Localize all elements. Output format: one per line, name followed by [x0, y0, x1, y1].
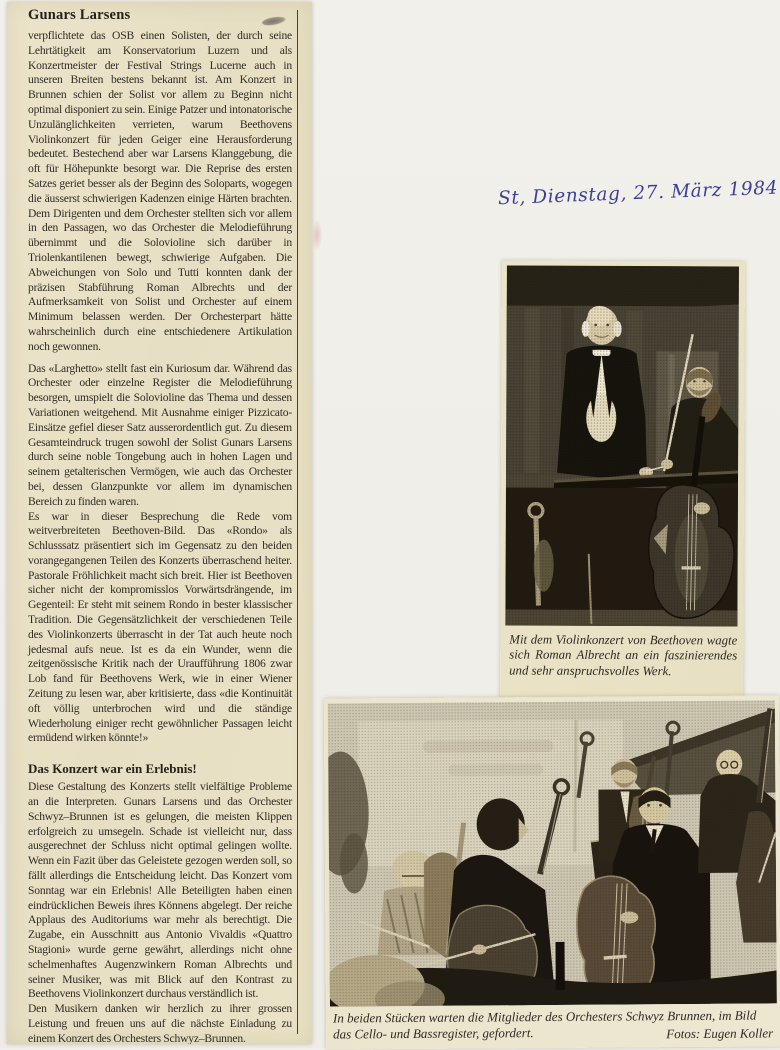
conductor-photo [505, 265, 739, 626]
photo-credit: Fotos: Eugen Koller [666, 1026, 773, 1043]
conductor-photo-caption: Mit dem Violinkonzert von Beethoven wagte sich Roman Albrecht an ein faszinierendes und sehr anspruchsvolles Werk. [509, 633, 737, 680]
article-paragraph: Es war in dieser Besprechung die Rede vom weitverbreiteten Beethoven-Bild. Das «Rondo» als Schlusssatz präsentiert sich im Gegensatz zu den beiden vorangegangenen Teilen des Konzerts überraschend heiter. Pastorale Fröhlichkeit macht sich breit. Hier ist Beethoven sicher nicht der kompromisslos Vorwärtsdrängende, im Gegenteil: Er steht mit seinem Rondo in bester klassischer Tradition. Die Gegensätzlichkeit der verschiedenen Teile des Violinkonzerts überrascht in der Tat auch heute noch jedesmal aufs neue. Ist es da ein Wunder, wenn die zeitgenössische Kritik nach der Uraufführung 1806 zwar Lob fand für Beethovens Werk, wie in einer Wiener Zeitung zu lesen war, aber kritisierte, dass «die Kontinuität oft völlig unterbrochen wird und die ständige Wiederholung einiger recht gewöhnlicher Passagen leicht ermüdend wirken könnte!» [28, 510, 292, 747]
article-title: Gunars Larsens [28, 7, 292, 24]
orchestra-photo-caption [333, 1007, 775, 1044]
article-body [28, 29, 292, 1044]
handwritten-date: St, Dienstag, 27. März 1984 [498, 178, 774, 210]
article-subhead: Das Konzert war ein Erlebnis! [28, 761, 292, 777]
paper-stain [312, 220, 322, 250]
orchestra-caption-text: In beiden Stücken warten die Mitglieder des Orchesters Schwyz Brunnen, im Bild das Cello- und Bassregister, gefordert. [333, 1008, 756, 1042]
article-paragraph: verpflichtete das OSB einen Solisten, der durch seine Lehrtätigkeit am Konservatorium Luzern und als Konzertmeister der Festival Strings Lucerne auch in unseren Breiten bestens bekannt ist. Am Konzert in Brunnen schien der Solist vor allem zu Beginn nicht optimal disponiert zu sein. Einige Patzer und intonatorische Unzulänglichkeiten verrieten, warum Beethovens Violinkonzert für jeden Geiger eine Herausforderung bedeutet. Bestechend aber war Larsens Klanggebung, die oft für Höhepunkte besorgt war. Die Reprise des ersten Satzes geriet besser als der Beginn des Soloparts, wogegen die äusserst schwierigen Kadenzen einige Härten brachten. Dem Dirigenten und dem Orchester stellten sich vor allem in den Passagen, wo das Orchester die Melodieführung übernimmt und die Solovioline sich darüber in Triolenkantilenen bewegt, schwierige Aufgaben. Die Abweichungen von Solo und Tutti konnten dank der präzisen Stabführung Roman Albrechts und der Aufmerksamkeit von Solist und Orchester auf einem Minimum belassen werden. Der Orchesterpart hätte wahrscheinlich durch eine entschiedenere Artikulation noch gewonnen. [28, 29, 292, 355]
conductor-photo-clipping [500, 260, 745, 701]
column-rule [297, 10, 298, 1034]
article-paragraph: Das «Larghetto» stellt fast ein Kuriosum dar. Während das Orchester oder einzelne Register die Melodieführung besorgen, umspielt die Solovioline das Thema und dessen Variationen weitgehend. Mit Ausnahme einiger Pizzicato-Einsätze gefiel dieser Satz ausserordentlich gut. Zu diesem Gesamteindruck trugen sowohl der Solist Gunars Larsens durch seine noble Tongebung auch in hohen Lagen und seinem getalterischen Vermögen, wie auch das Orchester bei, dessen Glanzpunkte vor allem im dynamischen Bereich zu finden waren. [28, 362, 292, 510]
article-paragraph: Diese Gestaltung des Konzerts stellt vielfältige Probleme an die Interpreten. Gunars Larsens und das Orchester Schwyz–Brunnen ist es gelungen, die meisten Klippen erfolgreich zu umsegeln. Schade ist vielleicht nur, dass ausgerechnet der Schluss nicht optimal gelingen wollte. Wenn ein Fazit über das Geleistete gezogen werden soll, so fällt allerdings die Entscheidung leicht. Das Konzert vom Sonntag war ein Erlebnis! Alle Beteiligten haben einen eindrücklichen Beweis ihres Könnens abgelegt. Der reiche Applaus des Auditoriums war mehr als berechtigt. Die Zugabe, ein Ausschnitt aus Antonio Vivaldis «Quattro Stagioni» wurde gerne gewährt, allerdings nicht ohne schelmenhaftes Augenzwinkern Roman Albrechts und seiner Musiker, was mit Blick auf den Kontrast zu Beethovens Violinkonzert durchaus verständlich ist. [28, 780, 292, 1002]
orchestra-photo [328, 700, 777, 1006]
article-clipping [7, 2, 312, 1044]
article-paragraph: Den Musikern danken wir herzlich zu ihrer grossen Leistung und freuen uns auf die nächste Einladung zu einem Konzert des Orchesters Schwyz–Brunnen. [28, 1002, 292, 1044]
orchestra-photo-clipping [324, 695, 780, 1049]
